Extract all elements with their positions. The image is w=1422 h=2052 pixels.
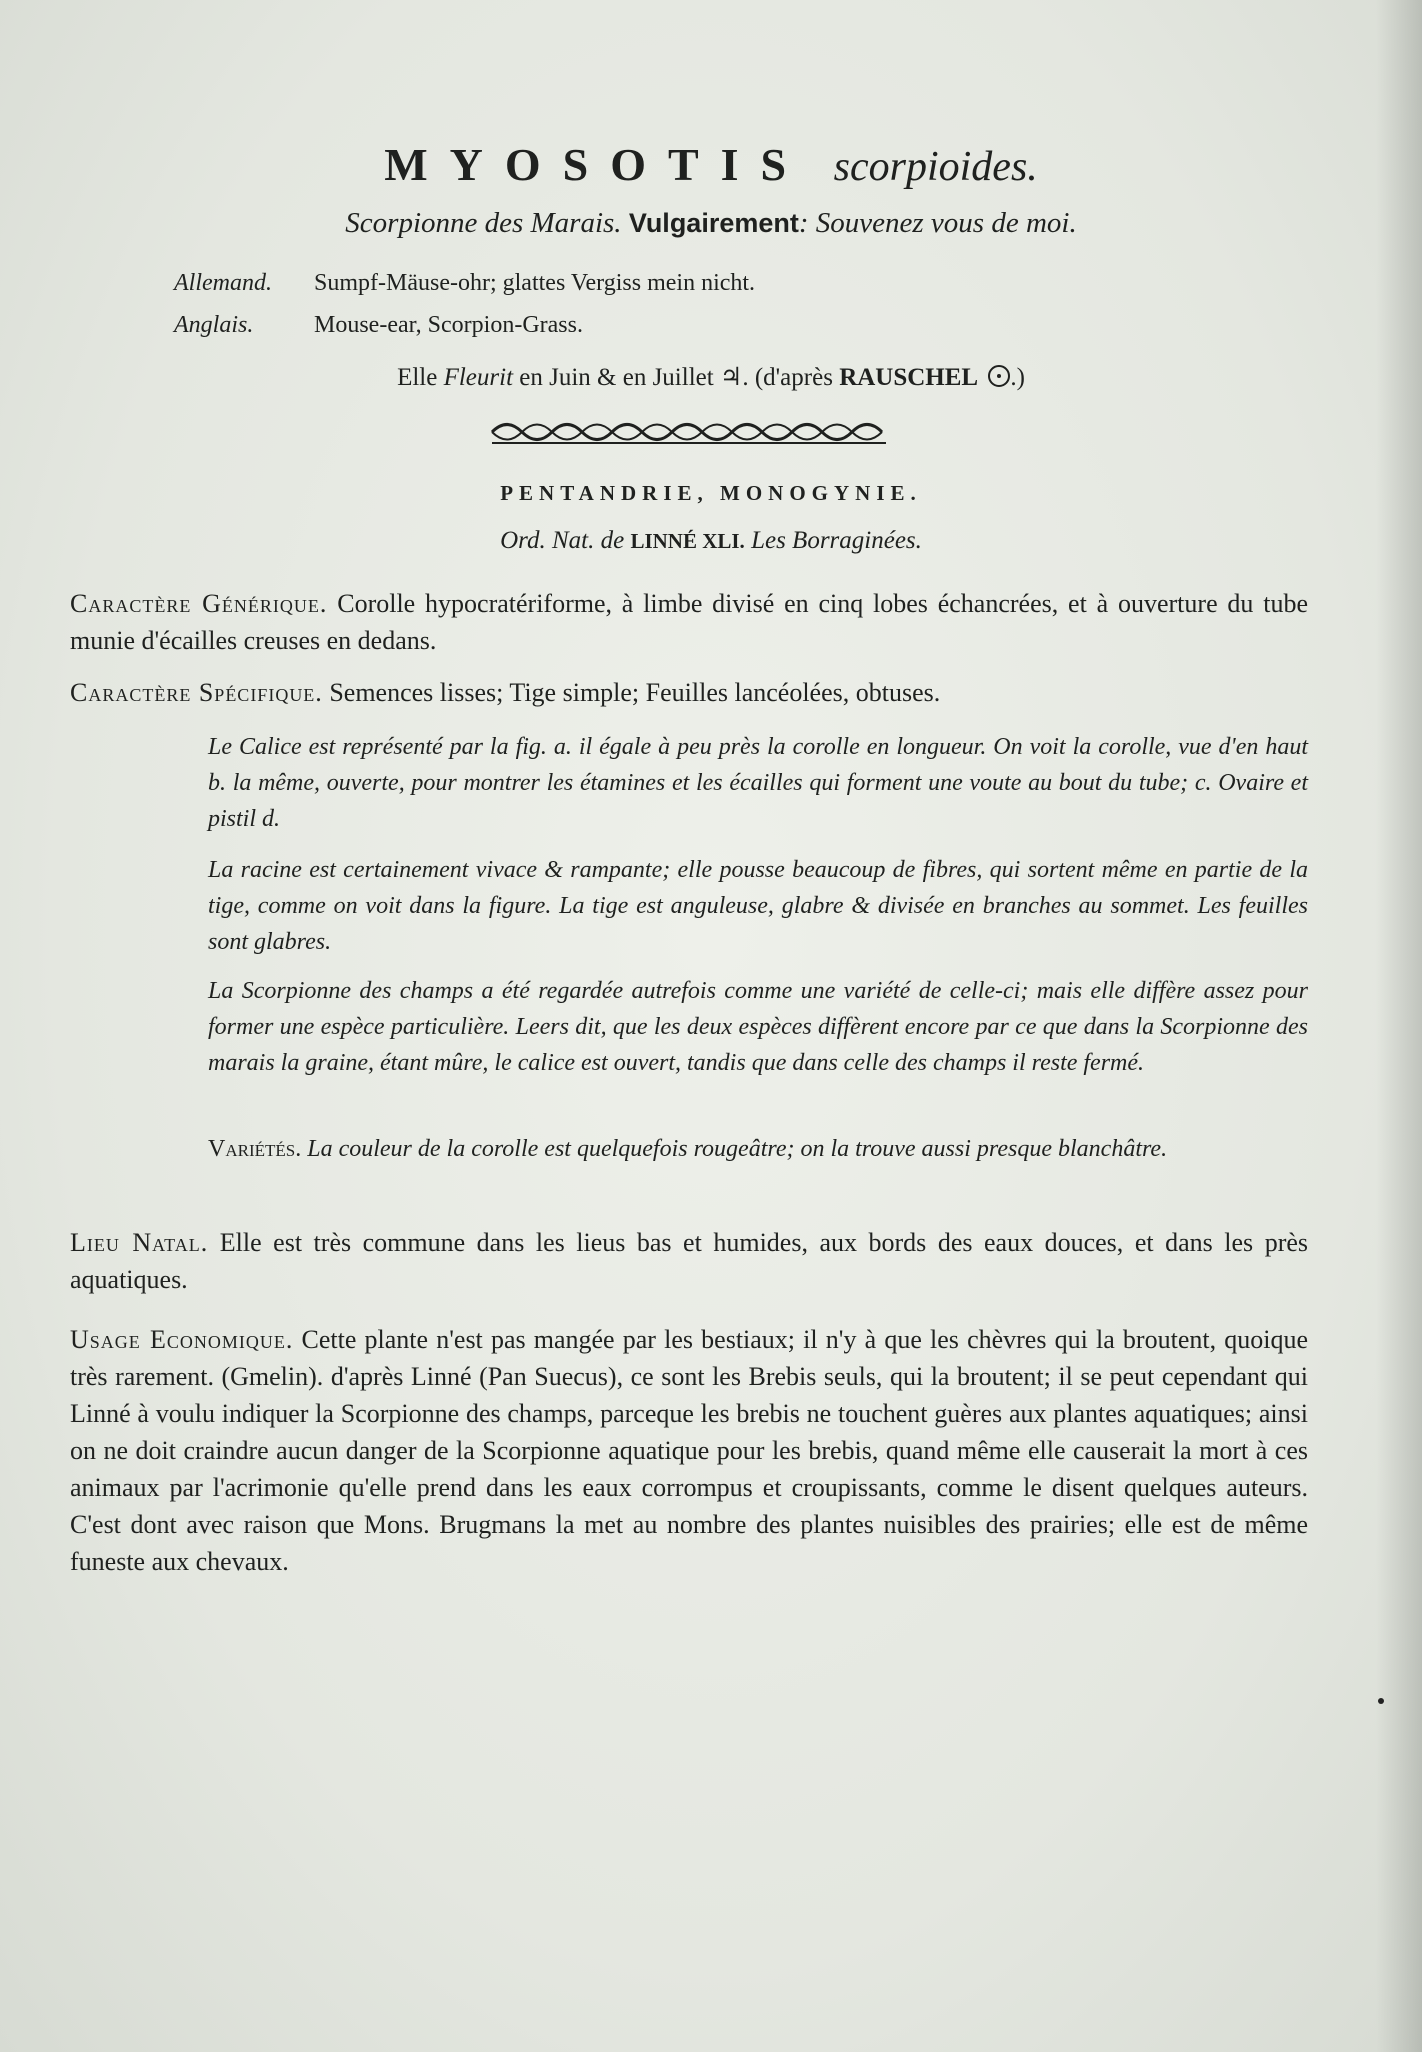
species-name: scorpioides.: [833, 144, 1038, 190]
page-title: [0, 138, 1422, 191]
classification-heading: PENTANDRIE, MONOGYNIE.: [500, 481, 922, 505]
generic-character: [70, 585, 1308, 659]
flowering-verb: Fleurit: [443, 364, 514, 391]
genus-name: MYOSOTIS: [384, 139, 809, 190]
subtitle: [0, 207, 1422, 240]
section-text: Semences lisses; Tige simple; Feuilles lancéolées, obtuses.: [329, 678, 941, 707]
flowering-line: Elle Fleurit en Juin & en Juillet ♃. (d'après RAUSCHEL .): [397, 364, 1025, 391]
note-varietes: [208, 1131, 1308, 1167]
section-text: Elle est très commune dans les lieus bas et humides, aux bords des eaux douces, et dans les près aquatiques.: [70, 1228, 1309, 1294]
section-text: Corolle hypocratériforme, à limbe divisé en cinq lobes échancrées, et à ouverture du tube munie d'écailles creuses en dedans.: [70, 589, 1308, 655]
vernacular-lang: Allemand.: [174, 270, 272, 296]
vernacular-names: Sumpf-Mäuse-ohr; glattes Vergiss mein nicht.: [314, 270, 756, 296]
section-heading: Caractère Générique.: [70, 589, 328, 618]
vulgar-label: Vulgairement: [628, 208, 799, 238]
varietes-label: Variétés.: [208, 1136, 302, 1162]
note-calice: Le Calice est représenté par la fig. a. il égale à peu près la corolle en longueur. On voit la corolle, vue d'en haut b. la même, ouverte, pour montrer les étamines et les écailles qui forment une voute au bout du tube; c. Ovaire et pistil d.: [208, 734, 1308, 832]
ornament-rule-icon: [484, 420, 894, 448]
vernacular-lang: Anglais.: [174, 312, 254, 338]
annual-symbol-icon: [988, 365, 1010, 387]
vernacular-german: [174, 270, 755, 297]
vernacular-names: Mouse-ear, Scorpion-Grass.: [314, 312, 583, 338]
order-author: LINNÉ XLI.: [630, 529, 745, 553]
order-family: Les Borraginées.: [751, 527, 922, 554]
french-name: Scorpionne des Marais.: [345, 207, 622, 239]
common-name: : Souvenez vous de moi.: [798, 207, 1077, 239]
flowering-period: en Juin & en Juillet ♃. (d'après: [519, 364, 833, 391]
vernacular-english: [174, 312, 583, 339]
note-racine: La racine est certainement vivace & rampante; elle pousse beaucoup de fibres, qui sortent même en partie de la tige, comme on voit dans la figure. La tige est anguleuse, glabre & divisée en branches au sommet. Les feuilles sont glabres.: [208, 857, 1308, 955]
native-habitat: [70, 1224, 1308, 1298]
section-heading: Caractère Spécifique.: [70, 678, 323, 707]
natural-order: [0, 527, 1422, 555]
flowering-author: RAUSCHEL: [839, 364, 979, 391]
order-pre: Ord. Nat. de: [500, 527, 625, 554]
note-scorpionne-champs: La Scorpionne des champs a été regardée autrefois comme une variété de celle-ci; mais elle diffère assez pour former une espèce particulière. Leers dit, que les deux espèces diffèrent encore par ce que dans la Scorpionne des marais la graine, étant mûre, le calice est ouvert, tandis que dans celle des champs il reste fermé.: [208, 978, 1308, 1076]
section-text: Cette plante n'est pas mangée par les bestiaux; il n'y à que les chèvres qui la broutent, quoique très rarement. (Gmelin). d'après Linné (Pan Suecus), ce sont les Brebis seuls, qui la broutent; il se peut cependant qui Linné à voulu indiquer la Scorpionne des champs, parceque les brebis ne touchent guères aux plantes aquatiques; ainsi on ne doit craindre aucun danger de la Scorpionne aquatique pour les brebis, quand même elle causerait la mort à ces animaux par l'acrimonie qu'elle prend dans les eaux corrompus et croupissants, comme le disent quelques auteurs. C'est dont avec raison que Mons. Brugmans la met au nombre des plantes nuisibles des prairies; elle est de même funeste aux chevaux.: [70, 1325, 1308, 1576]
section-heading: Lieu Natal.: [70, 1228, 209, 1257]
section-heading: Usage Economique.: [70, 1325, 294, 1354]
economic-use: [70, 1321, 1308, 1580]
binding-shadow: [1376, 0, 1422, 2052]
specific-character: [70, 674, 1308, 711]
flowering-pre: Elle: [397, 364, 438, 391]
varietes-text: La couleur de la corolle est quelquefois rougeâtre; on la trouve aussi presque blanchâtre.: [307, 1136, 1168, 1162]
ink-speck: [1378, 1698, 1384, 1704]
